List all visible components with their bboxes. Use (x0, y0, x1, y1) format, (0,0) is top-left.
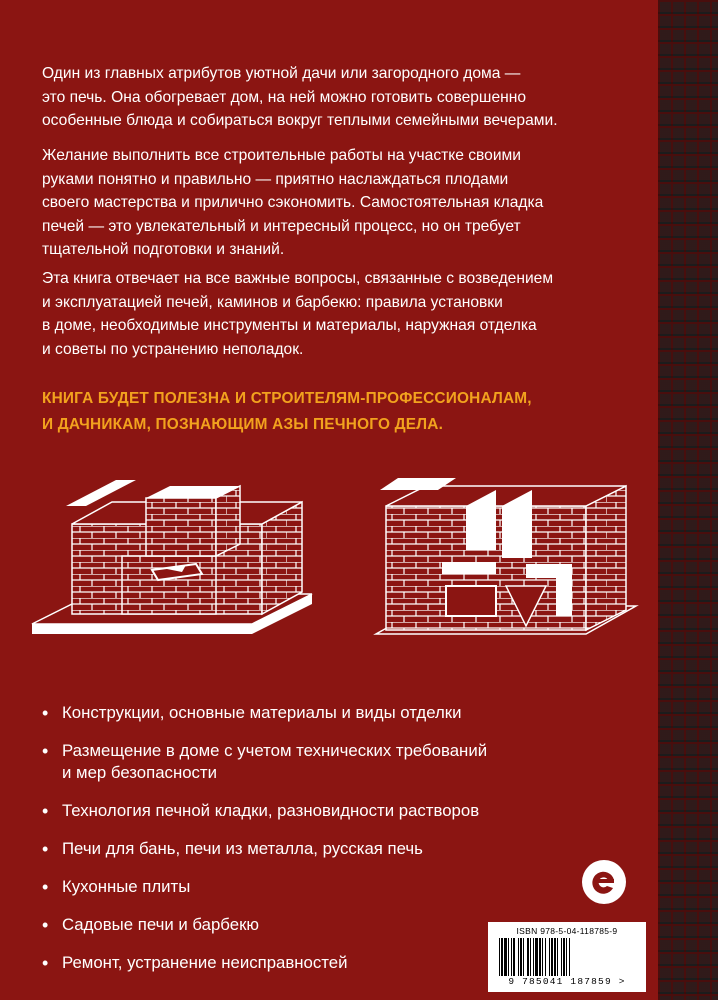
list-item (40, 740, 640, 784)
list-item (40, 800, 640, 822)
motivation-paragraph (42, 144, 642, 262)
list-item-text: Конструкции, основные материалы и виды отделки (62, 703, 462, 722)
list-item (40, 876, 640, 898)
brick-wall-strip (658, 0, 718, 1000)
barcode-icon (497, 938, 637, 976)
oven-cutaway-illustration (376, 478, 636, 634)
list-item (40, 702, 640, 724)
isbn-digits: 9 785041 187859 > (508, 976, 626, 987)
list-item-text: Кухонные плиты (62, 877, 191, 896)
highlight-line: И ДАЧНИКАМ, ПОЗНАЮЩИМ АЗЫ ПЕЧНОГО ДЕЛА. (42, 416, 444, 433)
bullet-icon: • (42, 915, 49, 935)
paragraph-line: и советы по устранению неполадок. (42, 340, 304, 358)
list-item-text: Печи для бань, печи из металла, русская печь (62, 839, 423, 858)
bullet-icon: • (42, 877, 49, 897)
paragraph-line: руками понятно и правильно — приятно наслаждаться плодами (42, 170, 509, 188)
list-item-text: Размещение в доме с учетом технических требований (62, 741, 488, 760)
list-item-text: Технология печной кладки, разновидности растворов (62, 801, 480, 820)
bullet-icon: • (42, 703, 49, 723)
list-item-text: Ремонт, устранение неисправностей (62, 953, 348, 972)
paragraph-line: тщательной подготовки и знаний. (42, 241, 285, 258)
isbn-barcode (488, 922, 646, 992)
publisher-logo-icon (580, 858, 628, 906)
paragraph-line: это печь. Она обогревает дом, на ней можно готовить совершенно (42, 88, 527, 106)
highlight-statement (42, 386, 642, 438)
list-item-text: и мер безопасности (62, 763, 217, 782)
paragraph-line: Желание выполнить все строительные работы на участке своими (42, 147, 521, 164)
bullet-icon: • (42, 801, 49, 821)
list-item-text: Садовые печи и барбекю (62, 915, 259, 934)
intro-paragraph (42, 62, 642, 133)
paragraph-line: печей — это увлекательный и интересный процесс, но он требует (42, 217, 521, 235)
bullet-icon: • (42, 741, 49, 761)
oven-illustrations (26, 466, 646, 686)
bullet-icon: • (42, 953, 49, 973)
isbn-label: ISBN 978-5-04-118785-9 (516, 926, 618, 936)
paragraph-line: особенные блюда и собираться вокруг теплыми семейными вечерами. (42, 112, 558, 129)
oven-brick-illustration (32, 480, 312, 634)
paragraph-line: Один из главных атрибутов уютной дачи или загородного дома — (42, 65, 521, 82)
bullet-icon: • (42, 839, 49, 859)
paragraph-line: Эта книга отвечает на все важные вопросы, связанные с возведением (42, 270, 554, 287)
book-summary-paragraph (42, 267, 642, 361)
paragraph-line: своего мастерства и прилично сэкономить. Самостоятельная кладка (42, 194, 544, 211)
paragraph-line: в доме, необходимые инструменты и материалы, наружная отделка (42, 317, 537, 334)
highlight-line: КНИГА БУДЕТ ПОЛЕЗНА И СТРОИТЕЛЯМ-ПРОФЕССИОНАЛАМ, (42, 390, 532, 407)
paragraph-line: и эксплуатацией печей, каминов и барбекю: правила установки (42, 293, 503, 311)
list-item (40, 838, 640, 860)
